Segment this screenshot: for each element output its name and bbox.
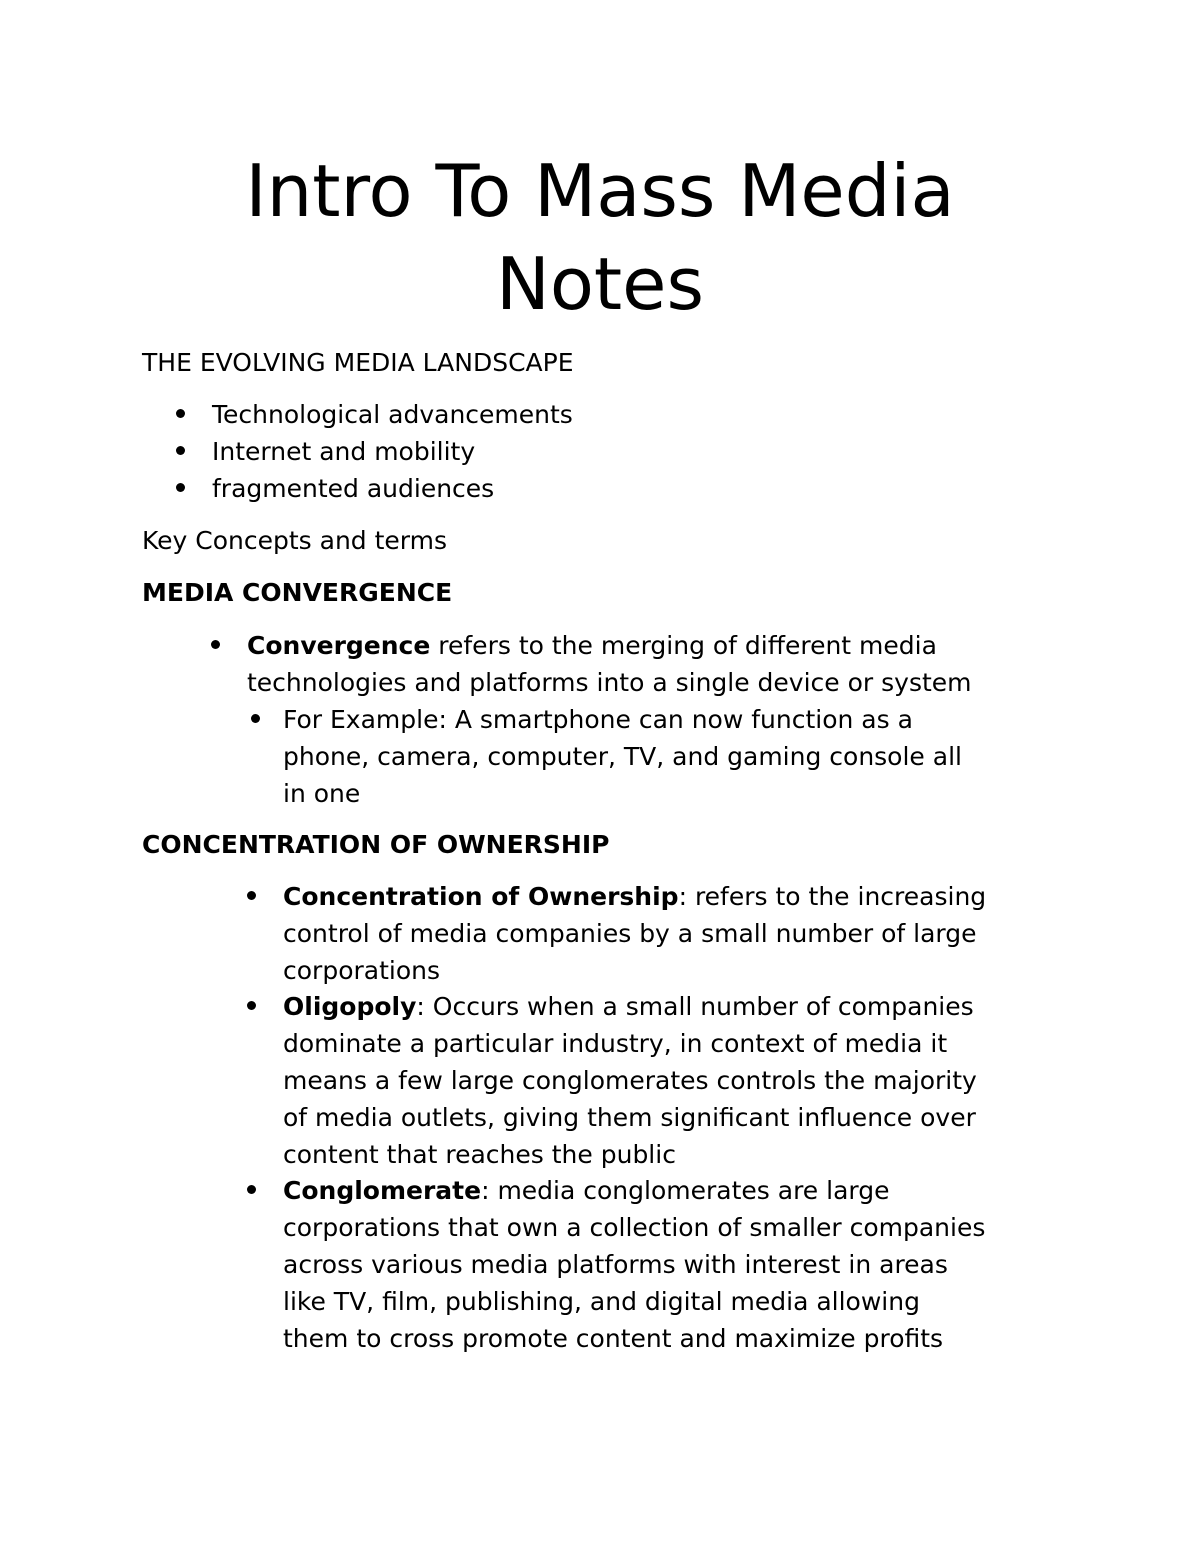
sub-list-item: For Example: A smartphone can now function as a bbox=[283, 705, 913, 734]
section-heading-ownership: CONCENTRATION OF OWNERSHIP bbox=[142, 830, 610, 859]
definition-text: across various media platforms with interest in areas bbox=[283, 1250, 948, 1279]
definition-text: technologies and platforms into a single device or system bbox=[247, 668, 972, 697]
title-line-1: Intro To Mass Media bbox=[245, 149, 955, 233]
key-concepts-heading: Key Concepts and terms bbox=[142, 526, 448, 555]
list-item-conglomerate bbox=[283, 1172, 889, 1209]
definition-text: means a few large conglomerates controls the majority bbox=[283, 1066, 977, 1095]
definition-text: : refers to the increasing bbox=[678, 882, 987, 911]
list-item-ownership bbox=[283, 878, 986, 915]
sub-list-item-text: in one bbox=[283, 779, 361, 808]
document-title bbox=[0, 145, 1200, 331]
bullet-icon bbox=[176, 446, 185, 455]
bullet-icon bbox=[247, 1185, 256, 1194]
section-heading-landscape: THE EVOLVING MEDIA LANDSCAPE bbox=[142, 348, 574, 377]
term-conglomerate: Conglomerate bbox=[283, 1176, 482, 1205]
sub-list-item-text: phone, camera, computer, TV, and gaming console all bbox=[283, 742, 962, 771]
definition-text: content that reaches the public bbox=[283, 1140, 676, 1169]
list-item-convergence bbox=[247, 627, 937, 664]
definition-text: refers to the merging of different media bbox=[430, 631, 937, 660]
term-convergence: Convergence bbox=[247, 631, 431, 660]
definition-text: dominate a particular industry, in context of media it bbox=[283, 1029, 948, 1058]
definition-text: : Occurs when a small number of companies bbox=[416, 992, 974, 1021]
definition-text: them to cross promote content and maximize profits bbox=[283, 1324, 944, 1353]
definition-text: : media conglomerates are large bbox=[481, 1176, 890, 1205]
bullet-icon bbox=[251, 714, 260, 723]
definition-text: like TV, film, publishing, and digital media allowing bbox=[283, 1287, 920, 1316]
bullet-icon bbox=[176, 483, 185, 492]
bullet-icon bbox=[247, 1001, 256, 1010]
bullet-icon bbox=[211, 640, 220, 649]
bullet-icon bbox=[176, 409, 185, 418]
term-concentration: Concentration of Ownership bbox=[283, 882, 679, 911]
definition-text: corporations that own a collection of smaller companies bbox=[283, 1213, 986, 1242]
definition-text: corporations bbox=[283, 956, 440, 985]
definition-text: control of media companies by a small number of large bbox=[283, 919, 977, 948]
list-item: Technological advancements bbox=[212, 400, 573, 429]
definition-text: of media outlets, giving them significant influence over bbox=[283, 1103, 976, 1132]
list-item: Internet and mobility bbox=[212, 437, 476, 466]
section-heading-convergence: MEDIA CONVERGENCE bbox=[142, 578, 453, 607]
term-oligopoly: Oligopoly bbox=[283, 992, 417, 1021]
title-line-2: Notes bbox=[496, 242, 704, 326]
list-item-oligopoly bbox=[283, 988, 974, 1025]
list-item: fragmented audiences bbox=[212, 474, 495, 503]
bullet-icon bbox=[247, 891, 256, 900]
